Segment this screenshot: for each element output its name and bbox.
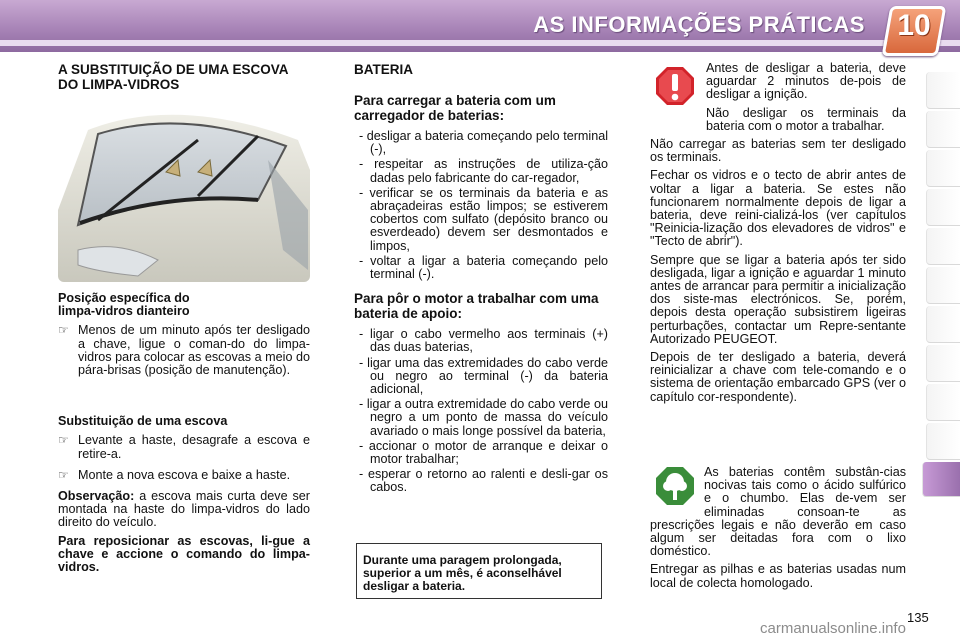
chapter-tab[interactable] (926, 345, 960, 382)
warning-paragraph: Antes de desligar a bateria, deve aguardar 2 minutos de-pois de desligar a ignição. (706, 61, 906, 102)
icon-spacer (650, 466, 704, 518)
wiper-section-title: A SUBSTITUIÇÃO DE UMA ESCOVA DO LIMPA-VIDROS (58, 62, 289, 92)
jump-start-step: - ligar a outra extremidade do cabo verde ou negro a um ponto de massa do veículo avariado o mais longe possível da bateria, (359, 397, 608, 438)
hand-pointer-icon: ☞ (58, 323, 69, 338)
charge-step: - voltar a ligar a bateria começando pelo terminal (-). (359, 253, 608, 282)
reposition-paragraph: Para reposicionar as escovas, li-gue a chave e accione o comando do limpa-vidros. (58, 533, 310, 575)
observation-paragraph (58, 490, 310, 530)
replace-heading: Substituição de uma escova (58, 414, 228, 429)
storage-note-box: Durante uma paragem prolongada, superior a um mês, é aconselhável desligar a bateria. (356, 543, 602, 599)
wiper-column (58, 62, 310, 579)
jump-start-step: - ligar o cabo vermelho aos terminais (+) das duas baterias, (359, 327, 608, 355)
warning-paragraph: Depois de ter desligado a bateria, deverá reinicializar a chave com tele-comando e o sistema de orientação embarcado GPS (ver o capítulo cor-respondente). (650, 350, 906, 404)
replace-step-1-text: Levante a haste, desagrafe a escova e retire-a. (78, 433, 310, 461)
replace-step-2-text: Monte a nova escova e baixe a haste. (78, 467, 291, 482)
warnings-column (650, 62, 906, 409)
environment-paragraph-2: Entregar as pilhas e as baterias usadas num local de colecta homologado. (650, 562, 906, 590)
charge-step: - verificar se os terminais da bateria e as abraçadeiras estão limpos; se estiverem cobertos com sulfato (depósito branco ou esverdeado) devem ser desmontados e limpos, (359, 185, 608, 253)
charge-step: - desligar a bateria começando pelo terminal (-), (359, 129, 608, 157)
battery-column (354, 62, 608, 497)
environment-paragraph (650, 466, 906, 558)
battery-section-title: BATERIA (354, 62, 413, 77)
position-heading-line1: Posição específica do (58, 291, 190, 305)
environment-text: As baterias contêm substân-cias nocivas tais como o ácido sulfúrico e o chumbo. Elas de-vem ser eliminadas consoan-te as prescrições legais e não deverão em caso algum ser deitadas fora com o lixo doméstico. (650, 465, 906, 559)
replace-step-1 (58, 434, 310, 460)
chapter-tabs (926, 72, 960, 499)
chapter-tab[interactable] (926, 111, 960, 148)
chapter-tab-active[interactable] (922, 462, 960, 497)
position-instruction (58, 324, 310, 377)
page-number: 135 (907, 610, 929, 625)
warning-paragraph: Não desligar os terminais da bateria com o motor a trabalhar. (706, 105, 906, 133)
chapter-tab[interactable] (926, 189, 960, 226)
warning-paragraph: Não carregar as baterias sem ter desligado os terminais. (650, 137, 906, 165)
chapter-tab[interactable] (926, 228, 960, 265)
page-header (0, 0, 960, 52)
jump-start-step: - esperar o retorno ao ralenti e desli-gar os cabos. (359, 467, 608, 495)
environment-block (650, 466, 906, 595)
chapter-tab[interactable] (926, 72, 960, 109)
charge-step: - respeitar as instruções de utiliza-ção dadas pelo fabricante do car-regador, (359, 157, 608, 185)
jump-start-step: - ligar uma das extremidades do cabo verde ou negro ao terminal (-) da bateria adicional, (359, 355, 608, 397)
charge-steps (354, 130, 608, 281)
chapter-tab[interactable] (926, 423, 960, 460)
jump-start-heading: Para pôr o motor a trabalhar com uma bateria de apoio: (354, 291, 599, 322)
windscreen-wiper-photo (58, 100, 310, 282)
warning-paragraph: Fechar os vidros e o tecto de abrir antes de voltar a ligar a bateria. Se estes não funcionarem normalmente depois de ligar a bateria, deve reini-cializá-los (ver capítulos "Reinicia-lização dos elevadores de vidros" e "Tecto de abrir"). (650, 168, 906, 249)
jump-start-step: - accionar o motor de arranque e deixar o motor trabalhar; (359, 438, 608, 467)
observation-text: a escova mais curta deve ser montada na haste do limpa-vidros do lado direito do veículo. (58, 489, 310, 530)
chapter-tab[interactable] (926, 267, 960, 304)
chapter-tab[interactable] (926, 306, 960, 343)
chapter-tab[interactable] (926, 150, 960, 187)
watermark: carmanualsonline.info (760, 620, 906, 637)
hand-pointer-icon: ☞ (58, 433, 69, 448)
jump-start-steps (354, 328, 608, 494)
charge-heading: Para carregar a bateria com um carregador de baterias: (354, 93, 556, 123)
header-band (0, 40, 960, 46)
position-instruction-text: Menos de um minuto após ter desligado a chave, ligue o coman-do do limpa-vidros para colocar as escovas a meio do pára-brisas (posição de manutenção). (78, 323, 310, 378)
position-heading-line2: limpa-vidros dianteiro (58, 304, 190, 319)
car-windscreen-illustration (58, 100, 310, 282)
hand-pointer-icon: ☞ (58, 467, 69, 482)
observation-label: Observação: (58, 489, 135, 504)
replace-step-2 (58, 469, 310, 482)
chapter-number: 10 (897, 9, 931, 42)
chapter-title: AS INFORMAÇÕES PRÁTICAS (533, 12, 865, 37)
chapter-tab[interactable] (926, 384, 960, 421)
warning-paragraph: Sempre que se ligar a bateria após ter sido desligada, ligar a ignição e aguardar 1 minuto antes de arrancar para permitir a inicialização dos siste-mas electrónicos. Se, porém, depois desta operação subsistirem ligeiras perturbações, contactar um Repre-sentante Autorizado PEUGEOT. (650, 252, 906, 346)
